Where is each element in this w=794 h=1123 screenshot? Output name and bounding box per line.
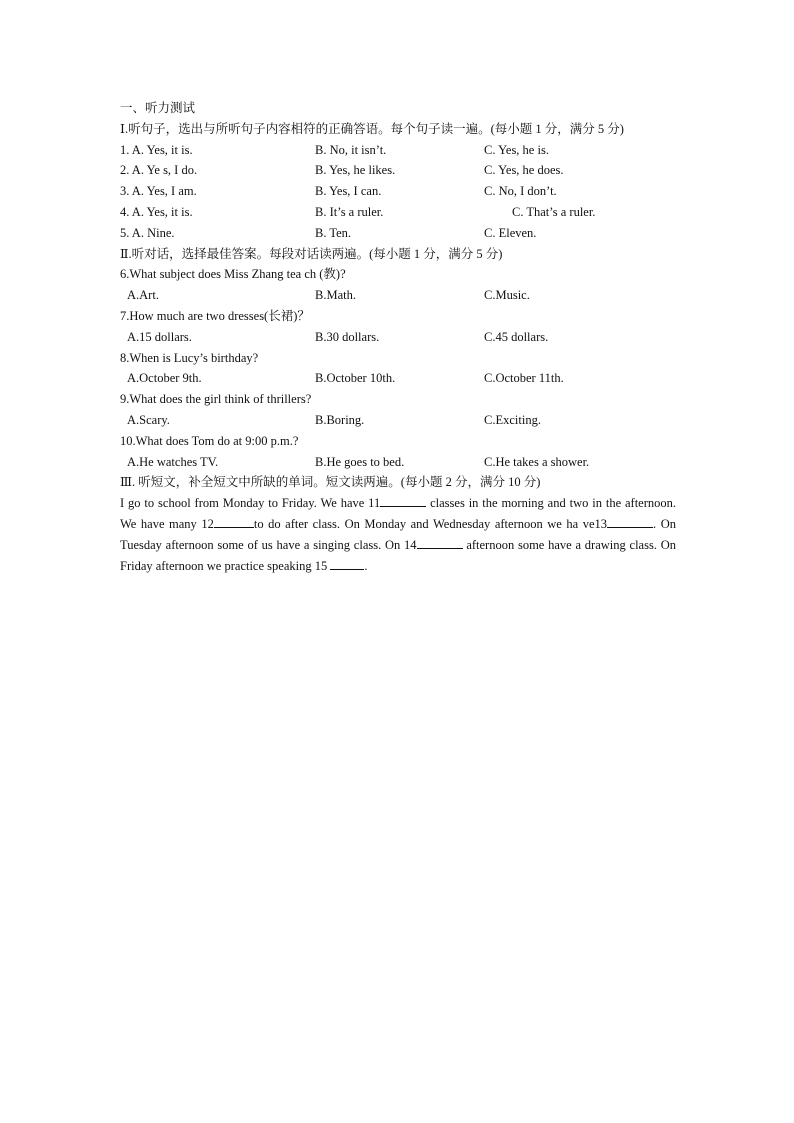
option-a: 2. A. Ye s, I do. [120, 163, 198, 178]
section-title: 一、听力测试 [120, 101, 196, 115]
option-b: B.He goes to bed. [315, 454, 405, 469]
option-a: A.He watches TV. [127, 454, 219, 469]
passage-text: afternoon some have a drawing class. On Friday afternoon we practice speaking 15 [120, 538, 676, 574]
options-row [120, 368, 676, 389]
option-b: B.October 10th. [315, 371, 396, 386]
option-c: C. Eleven. [484, 225, 537, 240]
option-b: B.30 dollars. [315, 329, 380, 344]
question-stem: 6.What subject does Miss Zhang tea ch (教)? [120, 267, 346, 282]
passage-text: . [364, 559, 368, 574]
passage-text: . On Tuesday afternoon some of us have a singing class. On 14 [120, 517, 676, 553]
answer-blank-13[interactable] [607, 515, 653, 528]
question-row [120, 202, 676, 223]
option-c: C. Yes, he does. [484, 163, 564, 178]
option-c: C. Yes, he is. [484, 142, 549, 157]
option-b: B. Yes, he likes. [315, 163, 396, 178]
question-row [120, 160, 676, 181]
passage-text: I go to school from Monday to Friday. We have 11 [120, 496, 381, 511]
answer-blank-11[interactable] [380, 494, 426, 507]
option-b: B.Boring. [315, 412, 365, 427]
question-stem: 10.What does Tom do at 9:00 p.m.? [120, 433, 299, 448]
passage-text: classes in the morning and two in the afternoon. We have many 12 [120, 496, 677, 532]
part1-instruction: Ⅰ.听句子，选出与所听句子内容相符的正确答语。每个句子读一遍。(每小题 1 分，满分 5 分) [120, 121, 624, 136]
option-c: C.Music. [484, 288, 530, 303]
question-row [120, 181, 676, 202]
part2-instruction: Ⅱ.听对话，选择最佳答案。每段对话读两遍。(每小题 1 分，满分 5 分) [120, 246, 503, 261]
options-row [120, 285, 676, 306]
option-a: A.15 dollars. [127, 329, 192, 344]
options-row [120, 327, 676, 348]
cloze-passage [120, 493, 676, 577]
question-stem: 9.What does the girl think of thrillers? [120, 392, 312, 407]
option-a: A.October 9th. [127, 371, 202, 386]
part3-instruction: Ⅲ. 听短文，补全短文中所缺的单词。短文读两遍。(每小题 2 分，满分 10 分) [120, 475, 541, 490]
answer-blank-14[interactable] [417, 536, 463, 549]
option-b: B. It’s a ruler. [315, 204, 384, 219]
option-b: B. No, it isn’t. [315, 142, 387, 157]
question-row [120, 140, 676, 161]
question-stem: 8.When is Lucy’s birthday? [120, 350, 259, 365]
option-a: 1. A. Yes, it is. [120, 142, 193, 157]
question-stem: 7.How much are two dresses(长裙)？ [120, 308, 310, 323]
answer-blank-12[interactable] [214, 515, 254, 528]
option-b: B. Yes, I can. [315, 184, 382, 199]
answer-blank-15[interactable] [330, 557, 364, 570]
option-a: A.Art. [127, 288, 159, 303]
option-a: 3. A. Yes, I am. [120, 184, 197, 199]
option-a: 4. A. Yes, it is. [120, 204, 193, 219]
option-a: A.Scary. [127, 412, 170, 427]
option-c: C.Exciting. [484, 412, 541, 427]
option-c: C. No, I don’t. [484, 184, 557, 199]
option-c: C.He takes a shower. [484, 454, 590, 469]
options-row [120, 452, 676, 473]
option-b: B.Math. [315, 288, 356, 303]
option-b: B. Ten. [315, 225, 352, 240]
options-row [120, 410, 676, 431]
passage-text: to do after class. On Monday and Wednesday afternoon we ha ve13 [253, 517, 608, 532]
question-row [120, 223, 676, 244]
option-c: C.45 dollars. [484, 329, 549, 344]
option-c: C. That’s a ruler. [512, 204, 596, 219]
exam-page [120, 98, 676, 577]
option-a: 5. A. Nine. [120, 225, 175, 240]
option-c: C.October 11th. [484, 371, 564, 386]
